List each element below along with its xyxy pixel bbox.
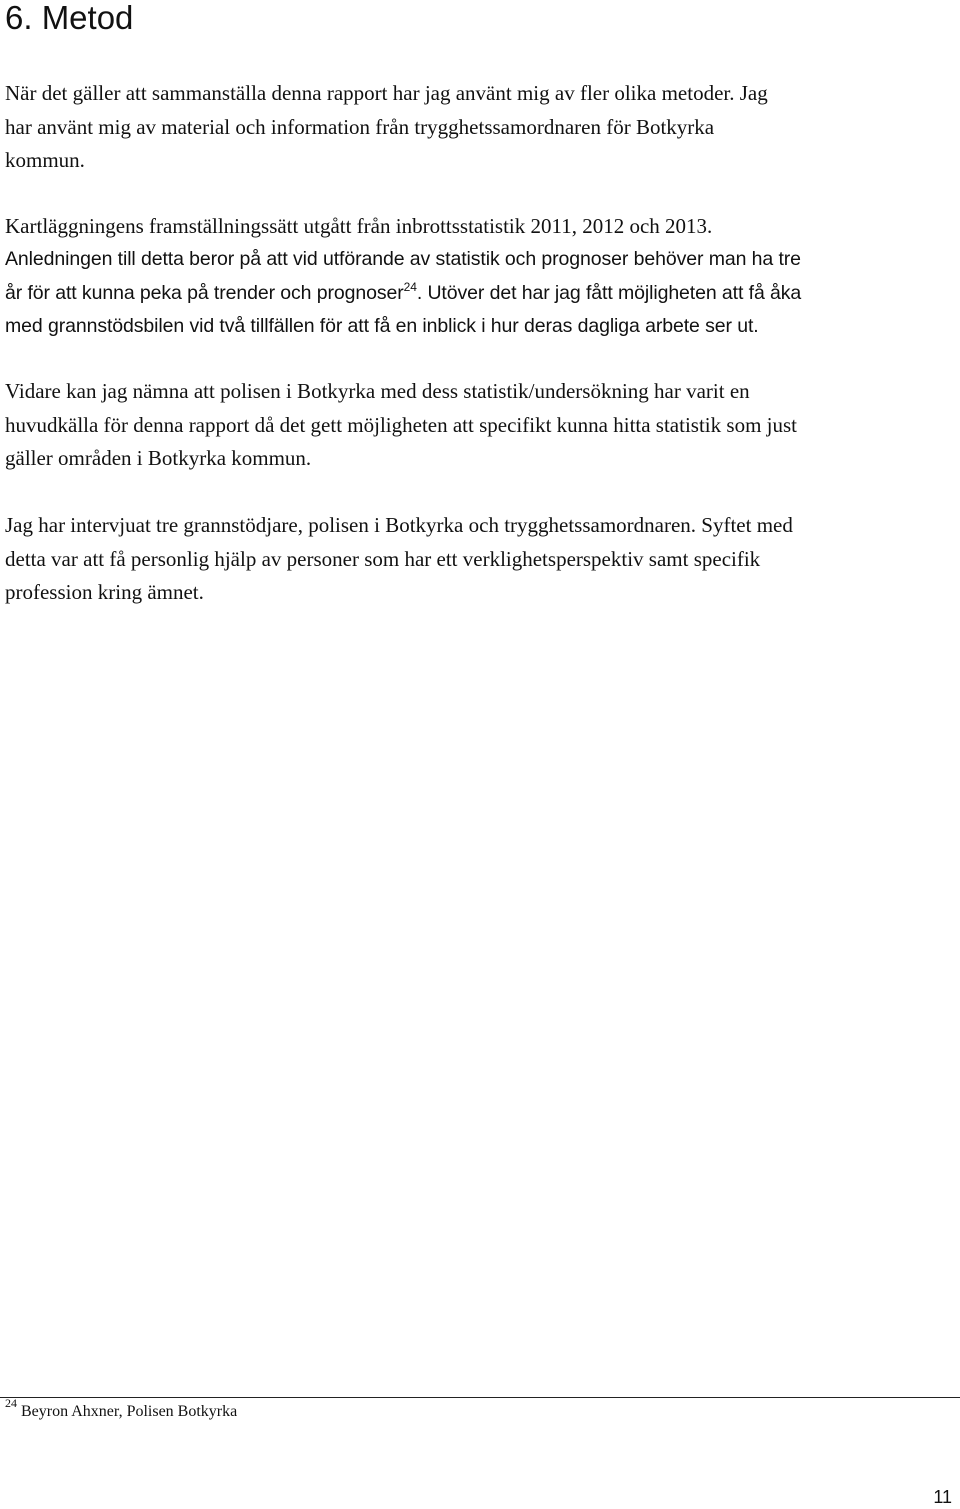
- page-number: 11: [933, 1487, 952, 1507]
- text-line: detta var att få personlig hjälp av personer som har ett verklighetsperspektiv samt specifik: [5, 546, 761, 571]
- text-line: gäller områden i Botkyrka kommun.: [5, 446, 312, 471]
- text-line: Anledningen till detta beror på att vid utförande av statistik och prognoser behöver man ha tre: [5, 248, 801, 270]
- text-segment: . Utöver det har jag fått möjligheten att få åka: [416, 281, 802, 304]
- text-line: kommun.: [5, 148, 85, 173]
- paragraph-statistics-body: [5, 243, 955, 344]
- footnote-text: Beyron Ahxner, Polisen Botkyrka: [17, 1403, 238, 1420]
- text-line: När det gäller att sammanställa denna rapport har jag använt mig av fler olika metoder. Jag: [5, 81, 768, 105]
- paragraph-methods-intro: [5, 77, 955, 178]
- text-line: profession kring ämnet.: [5, 580, 204, 605]
- paragraph-interviews: [5, 509, 955, 610]
- footnote-number: 24: [5, 1396, 17, 1410]
- text-line: Vidare kan jag nämna att polisen i Botkyrka med dess statistik/undersökning har varit en: [5, 379, 750, 403]
- footnote-reference: 24: [403, 279, 417, 294]
- paragraph-police-source: [5, 375, 955, 476]
- section-heading: 6. Metod: [5, 0, 134, 36]
- footnote: [5, 1398, 237, 1426]
- text-line: med grannstödsbilen vid två tillfällen för att få en inblick i hur deras dagliga arbete ser ut.: [5, 315, 759, 338]
- text-line: huvudkälla för denna rapport då det gett möjligheten att specifikt kunna hitta statistik som just: [5, 412, 797, 437]
- text-line: Kartläggningens framställningssätt utgått från inbrottsstatistik 2011, 2012 och 2013.: [5, 214, 713, 238]
- text-line: Jag har intervjuat tre grannstödjare, polisen i Botkyrka och trygghetssamordnaren. Syftet med: [5, 513, 793, 537]
- paragraph-statistics-first-line: [5, 210, 955, 244]
- text-line: har använt mig av material och information från trygghetssamordnaren för Botkyrka: [5, 114, 715, 139]
- text-line-with-footnote-ref: [5, 277, 955, 311]
- text-segment: år för att kunna peka på trender och prognoser: [5, 281, 404, 304]
